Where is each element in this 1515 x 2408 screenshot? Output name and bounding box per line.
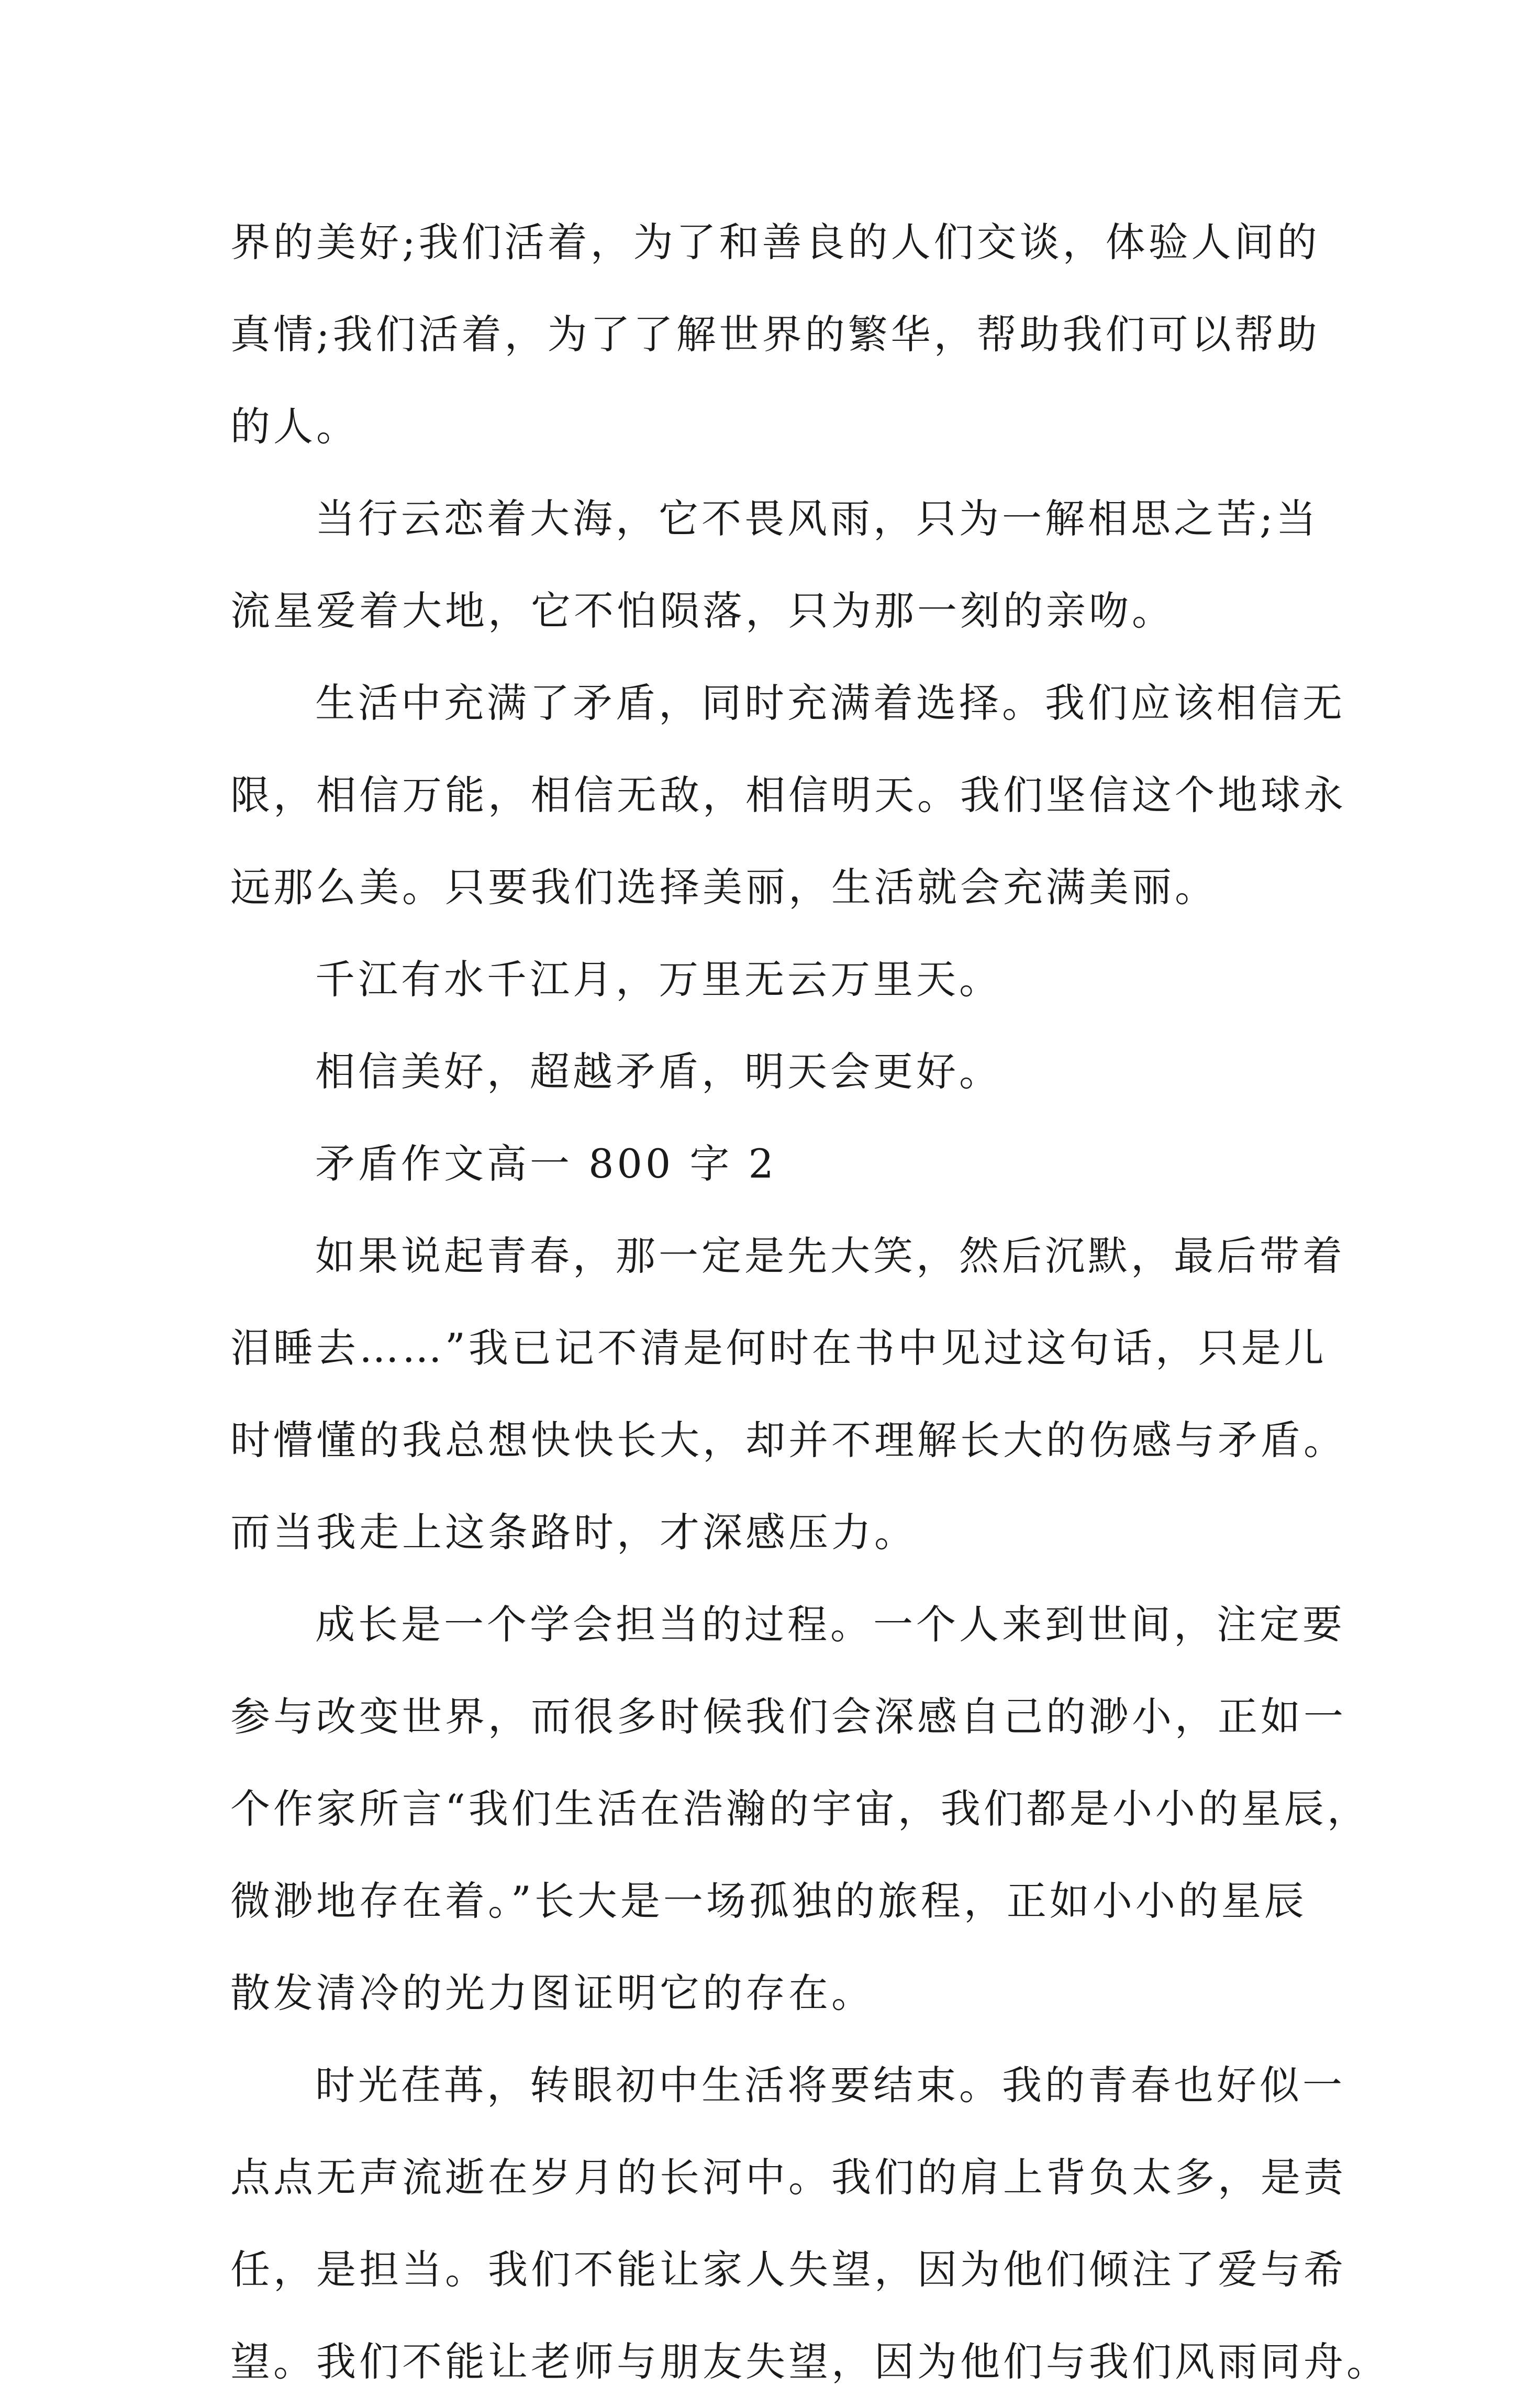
text-line: 时光荏苒，转眼初中生活将要结束。我的青春也好似一	[315, 2062, 1345, 2109]
text-line: 如果说起青春，那一定是先大笑，然后沉默，最后带着	[315, 1233, 1345, 1279]
text-line: 微渺地存在着。”长大是一场孤独的旅程，正如小小的星辰	[230, 1878, 1307, 1924]
text-line: 成长是一个学会担当的过程。一个人来到世间，注定要	[315, 1601, 1345, 1648]
text-line: 界的美好;我们活着，为了和善良的人们交谈，体验人间的	[230, 219, 1320, 265]
text-line: 限，相信万能，相信无敌，相信明天。我们坚信这个地球永	[230, 772, 1346, 818]
text-line: 时懵懂的我总想快快长大，却并不理解长大的伤感与矛盾。	[230, 1417, 1346, 1463]
text-line: 而当我走上这条路时，才深感压力。	[230, 1509, 917, 1556]
text-line: 参与改变世界，而很多时候我们会深感自己的渺小，正如一	[230, 1693, 1346, 1740]
document-body	[230, 196, 1389, 2408]
text-line: 望。我们不能让老师与朋友失望，因为他们与我们风雨同舟。	[230, 2338, 1389, 2385]
text-line: 千江有水千江月，万里无云万里天。	[315, 956, 1002, 1003]
text-line: 流星爱着大地，它不怕陨落，只为那一刻的亲吻。	[230, 587, 1175, 634]
text-line: 泪睡去……”我已记不清是何时在书中见过这句话，只是儿	[230, 1325, 1327, 1371]
text-line: 当行云恋着大海，它不畏风雨，只为一解相思之苦;当	[315, 495, 1319, 542]
section-heading: 矛盾作文高一 800 字 2	[315, 1140, 777, 1187]
text-line: 点点无声流逝在岁月的长河中。我们的肩上背负太多，是责	[230, 2154, 1346, 2201]
text-line: 生活中充满了矛盾，同时充满着选择。我们应该相信无	[315, 680, 1345, 726]
text-line: 散发清冷的光力图证明它的存在。	[230, 1970, 874, 2016]
text-line: 个作家所言“我们生活在浩瀚的宇宙，我们都是小小的星辰，	[230, 1785, 1370, 1832]
text-line: 真情;我们活着，为了了解世界的繁华，帮助我们可以帮助	[230, 311, 1320, 358]
text-line: 任，是担当。我们不能让家人失望，因为他们倾注了爱与希	[230, 2246, 1346, 2293]
text-line: 远那么美。只要我们选择美丽，生活就会充满美丽。	[230, 864, 1218, 911]
text-line: 相信美好，超越矛盾，明天会更好。	[315, 1048, 1002, 1095]
text-line: 的人。	[230, 403, 359, 450]
